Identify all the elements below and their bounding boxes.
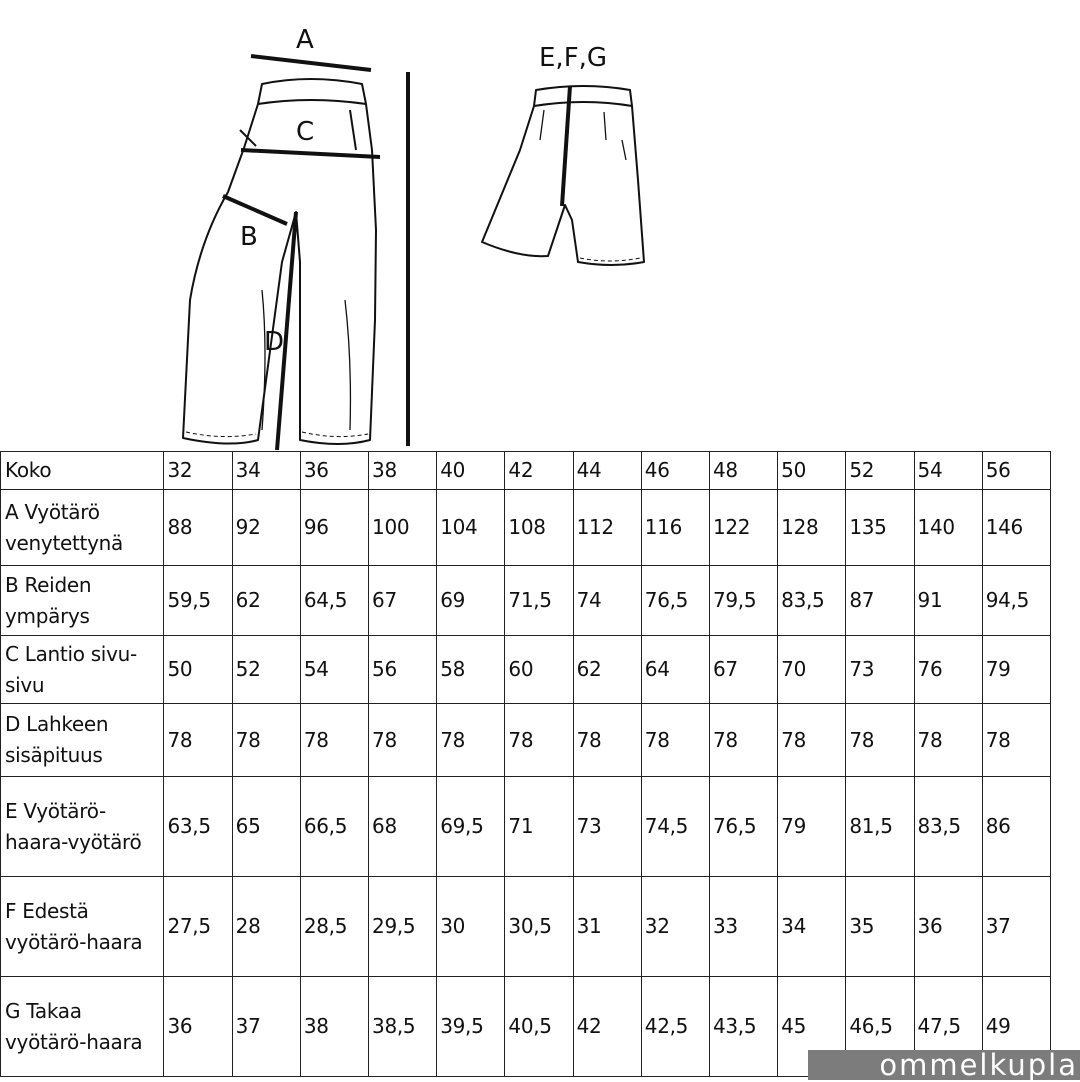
table-cell: 42,5 [641,977,709,1077]
table-cell: 78 [778,704,846,777]
table-cell: 50 [164,636,232,704]
table-row [1,704,1051,777]
table-cell: 56 [369,636,437,704]
table-cell: 35 [846,877,914,977]
table-cell: 78 [369,704,437,777]
table-cell: 76,5 [709,777,777,877]
table-cell: 78 [641,704,709,777]
table-cell: 60 [505,636,573,704]
label-a: A [296,25,314,55]
table-cell: 78 [437,704,505,777]
header-size: 46 [641,452,709,490]
brand-watermark: ommelkupla [808,1050,1080,1080]
size-table [0,451,1051,1077]
table-cell: 62 [573,636,641,704]
table-cell: 128 [778,490,846,566]
table-cell: 65 [232,777,300,877]
table-cell: 78 [914,704,982,777]
table-cell: 73 [573,777,641,877]
table-cell: 78 [709,704,777,777]
row-label: C Lantio sivu-sivu [1,636,164,704]
label-c: C [296,117,315,147]
header-size: 32 [164,452,232,490]
table-cell: 140 [914,490,982,566]
table-cell: 30 [437,877,505,977]
table-cell: 32 [641,877,709,977]
table-cell: 86 [982,777,1050,877]
label-b: B [240,222,258,252]
table-row [1,566,1051,636]
table-cell: 36 [914,877,982,977]
table-cell: 69,5 [437,777,505,877]
table-cell: 96 [300,490,368,566]
table-cell: 70 [778,636,846,704]
row-label: G Takaa vyötärö-haara [1,977,164,1077]
table-cell: 71 [505,777,573,877]
table-cell: 108 [505,490,573,566]
garment-illustration [0,0,1080,452]
table-cell: 34 [778,877,846,977]
table-cell: 78 [982,704,1050,777]
table-cell: 67 [369,566,437,636]
table-cell: 100 [369,490,437,566]
table-cell: 92 [232,490,300,566]
table-cell: 112 [573,490,641,566]
measurement-lines [223,56,408,450]
row-label: B Reiden ympärys [1,566,164,636]
row-label: F Edestä vyötärö-haara [1,877,164,977]
row-label: A Vyötärö venytettynä [1,490,164,566]
table-row [1,636,1051,704]
table-cell: 91 [914,566,982,636]
table-cell: 40,5 [505,977,573,1077]
table-cell: 45 [778,977,846,1077]
measure-line-c [241,150,380,157]
table-cell: 78 [846,704,914,777]
table-cell: 76,5 [641,566,709,636]
header-size: 56 [982,452,1050,490]
table-header-row [1,452,1051,490]
table-cell: 71,5 [505,566,573,636]
table-cell: 63,5 [164,777,232,877]
table-cell: 73 [846,636,914,704]
table-cell: 79 [982,636,1050,704]
table-cell: 87 [846,566,914,636]
table-cell: 78 [164,704,232,777]
table-cell: 49 [982,977,1050,1077]
header-size: 40 [437,452,505,490]
table-row [1,877,1051,977]
header-size: 36 [300,452,368,490]
table-cell: 43,5 [709,977,777,1077]
table-cell: 79 [778,777,846,877]
table-cell: 38 [300,977,368,1077]
table-cell: 36 [164,977,232,1077]
header-size: 44 [573,452,641,490]
table-cell: 37 [982,877,1050,977]
table-cell: 78 [300,704,368,777]
table-cell: 52 [232,636,300,704]
table-cell: 69 [437,566,505,636]
table-cell: 74 [573,566,641,636]
header-koko: Koko [1,452,164,490]
table-cell: 62 [232,566,300,636]
table-cell: 29,5 [369,877,437,977]
header-size: 38 [369,452,437,490]
measure-line-a [251,56,371,70]
table-cell: 83,5 [778,566,846,636]
table-cell: 78 [573,704,641,777]
table-cell: 88 [164,490,232,566]
table-row [1,777,1051,877]
table-cell: 116 [641,490,709,566]
table-cell: 146 [982,490,1050,566]
table-cell: 54 [300,636,368,704]
row-label: E Vyötärö-haara-vyötärö [1,777,164,877]
table-cell: 39,5 [437,977,505,1077]
table-cell: 78 [505,704,573,777]
measure-line-b [223,196,287,224]
table-cell: 30,5 [505,877,573,977]
table-cell: 59,5 [164,566,232,636]
table-cell: 37 [232,977,300,1077]
table-cell: 64 [641,636,709,704]
table-cell: 28 [232,877,300,977]
table-cell: 58 [437,636,505,704]
table-row [1,490,1051,566]
table-cell: 64,5 [300,566,368,636]
table-cell: 28,5 [300,877,368,977]
header-size: 34 [232,452,300,490]
trousers-drawing [183,79,376,444]
table-cell: 66,5 [300,777,368,877]
table-cell: 79,5 [709,566,777,636]
label-efg: E,F,G [539,43,608,73]
table-cell: 122 [709,490,777,566]
header-size: 42 [505,452,573,490]
table-cell: 46,5 [846,977,914,1077]
table-cell: 76 [914,636,982,704]
table-cell: 81,5 [846,777,914,877]
header-size: 48 [709,452,777,490]
table-cell: 74,5 [641,777,709,877]
table-cell: 27,5 [164,877,232,977]
header-size: 54 [914,452,982,490]
table-cell: 104 [437,490,505,566]
table-cell: 68 [369,777,437,877]
header-size: 52 [846,452,914,490]
table-cell: 33 [709,877,777,977]
measure-line-efg [562,86,570,206]
table-cell: 31 [573,877,641,977]
table-cell: 94,5 [982,566,1050,636]
row-label: D Lahkeen sisäpituus [1,704,164,777]
header-size: 50 [778,452,846,490]
label-d: D [264,327,285,357]
table-cell: 135 [846,490,914,566]
table-cell: 38,5 [369,977,437,1077]
table-cell: 83,5 [914,777,982,877]
table-cell: 47,5 [914,977,982,1077]
table-cell: 67 [709,636,777,704]
table-cell: 78 [232,704,300,777]
table-cell: 42 [573,977,641,1077]
